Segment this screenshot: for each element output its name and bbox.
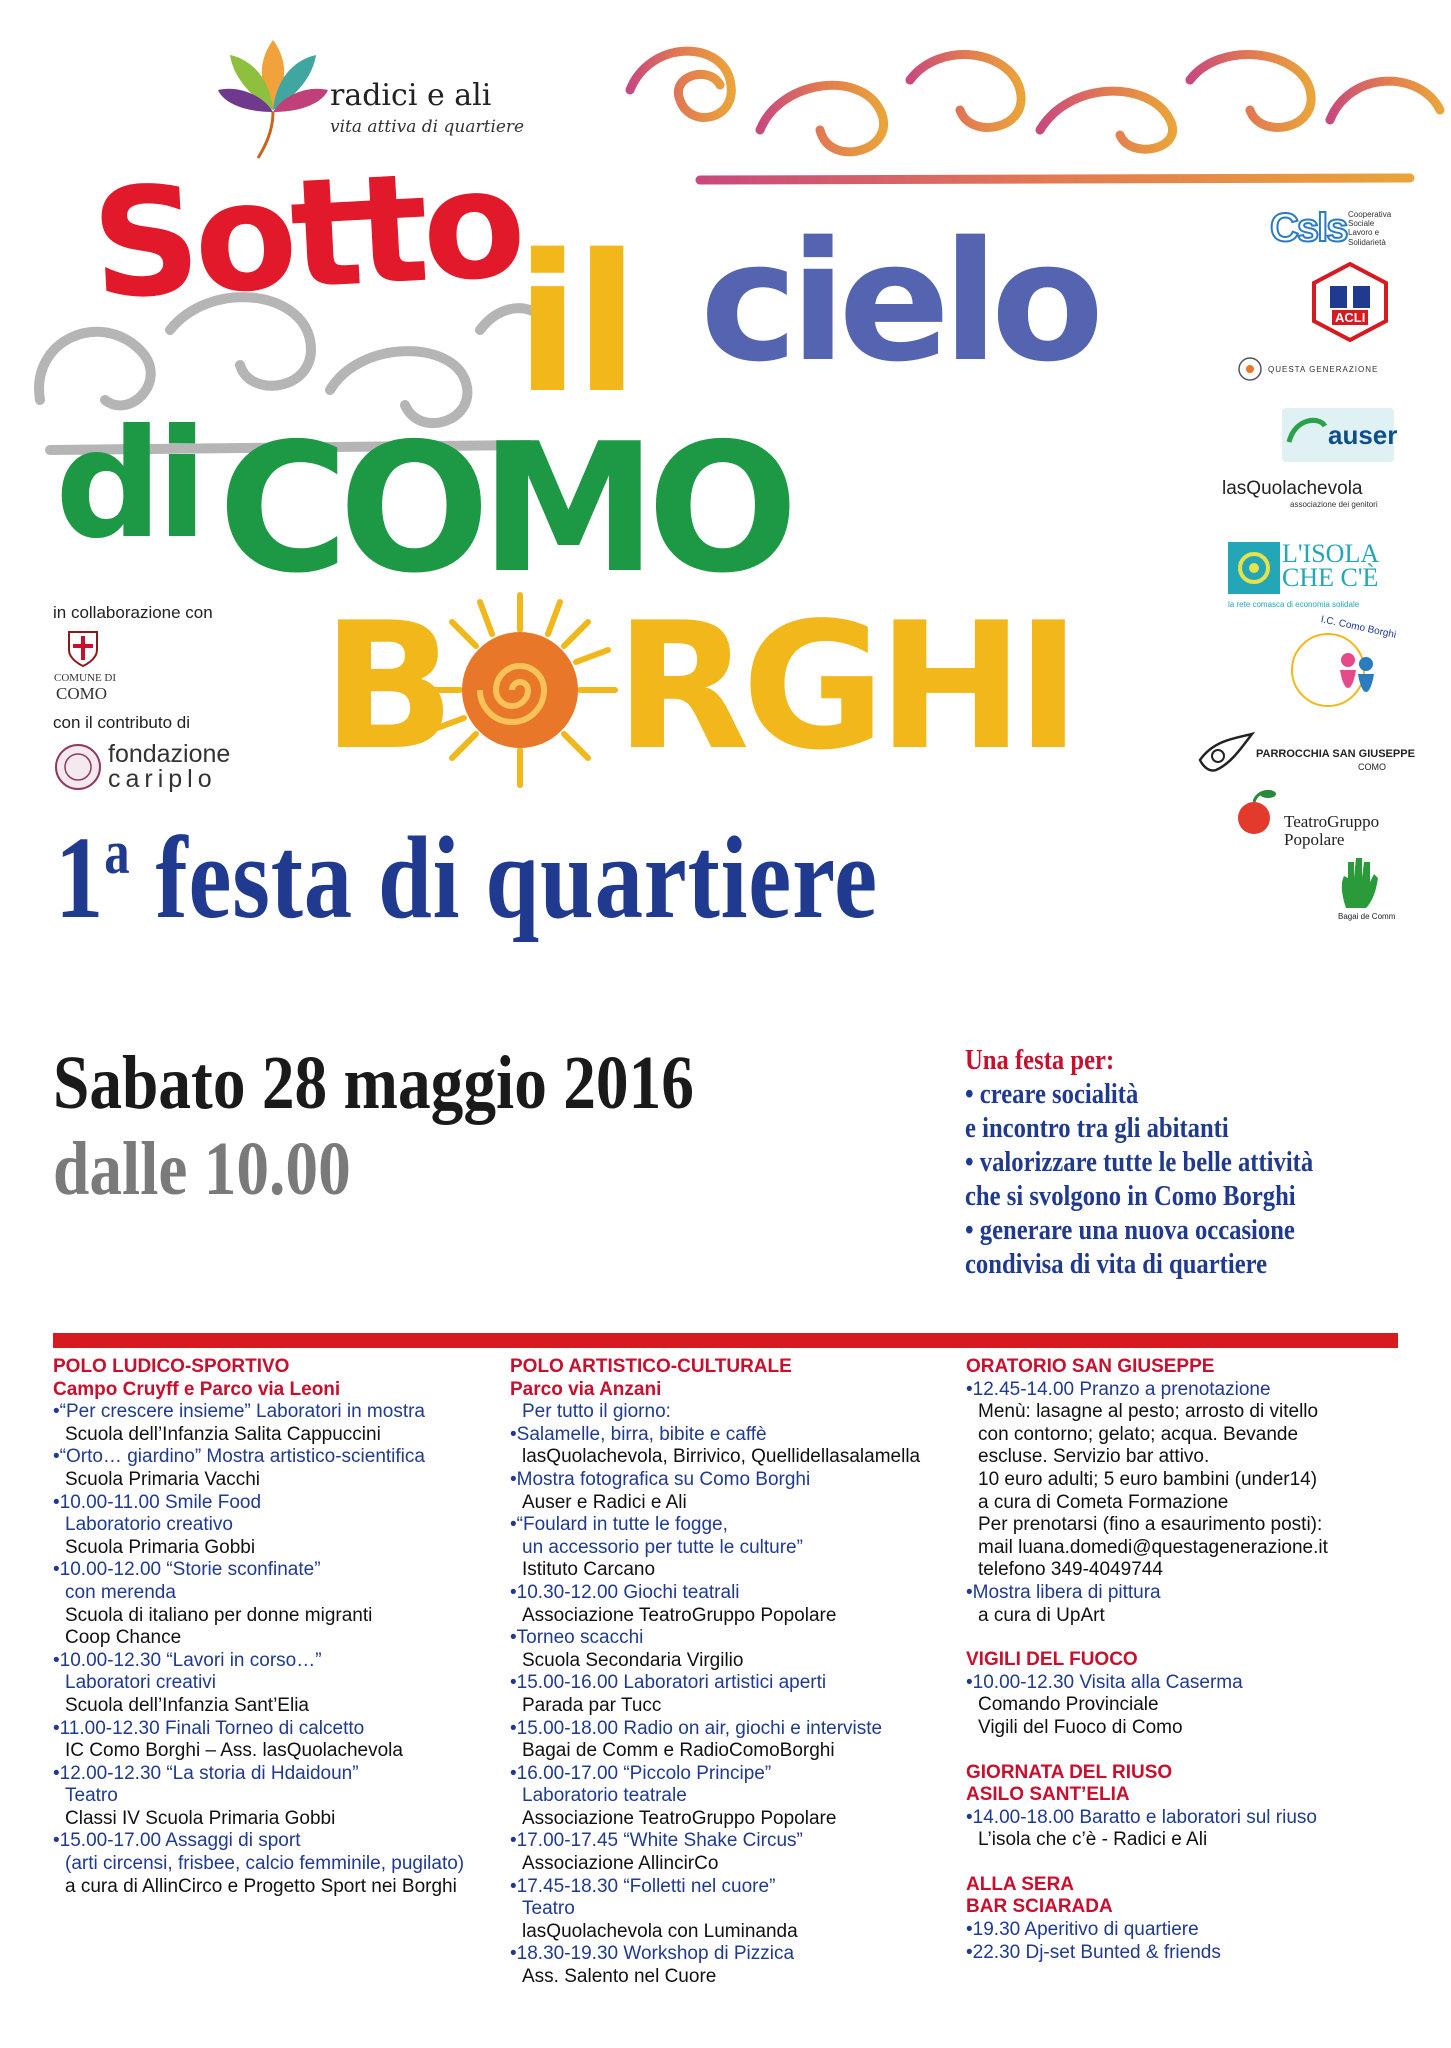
radici-e-ali-lotus-icon	[218, 30, 328, 160]
parrocchia-dove-icon	[1196, 730, 1256, 778]
section-heading: ASILO SANT’ELIA	[966, 1784, 1130, 1806]
festa-subtitle	[55, 810, 878, 946]
purpose-block	[965, 1044, 1313, 1282]
parrocchia-sublabel: COMO	[1358, 762, 1386, 772]
program-event: •15.00-16.00 Laboratori artistici aperti	[510, 1672, 827, 1694]
program-event: Teatro	[522, 1898, 575, 1920]
bagai-de-comm-label: Bagai de Comm	[1338, 912, 1396, 921]
program-event: •Mostra fotografica su Como Borghi	[510, 1468, 811, 1490]
program-detail: Comando Provinciale	[978, 1694, 1159, 1716]
program-event: •“Foulard in tutte le fogge,	[510, 1514, 728, 1536]
program-event: Laboratori creativi	[65, 1672, 217, 1694]
bagai-de-comm-hand-icon	[1336, 856, 1380, 912]
title-word-il: il	[515, 214, 634, 435]
program-event: •17.00-17.45 “White Shake Circus”	[510, 1830, 803, 1852]
purpose-line-2: e incontro tra gli abitanti	[965, 1113, 1229, 1144]
program-event: •16.00-17.00 “Piccolo Principe”	[510, 1762, 772, 1784]
program-column-oratorio	[966, 1356, 1328, 1964]
program-event: •Salamelle, birra, bibite e caffè	[510, 1423, 767, 1445]
purpose-line-4: che si svolgono in Como Borghi	[965, 1181, 1296, 1212]
title-letter-b: B	[322, 586, 450, 789]
program-event: •Mostra libera di pittura	[966, 1581, 1161, 1603]
program-detail: Bagai de Comm e RadioComoBorghi	[522, 1740, 835, 1762]
program-detail: Scuola Primaria Gobbi	[65, 1536, 256, 1558]
program-detail: L’isola che c’è - Radici e Ali	[978, 1829, 1208, 1851]
program-detail: Vigili del Fuoco di Como	[978, 1716, 1183, 1738]
program-event: •Torneo scacchi	[510, 1627, 644, 1649]
questa-generazione-label: QUESTA GENERAZIONE	[1268, 365, 1379, 374]
section-heading: POLO ARTISTICO-CULTURALE	[510, 1356, 792, 1377]
comune-line2: COMO	[56, 684, 108, 703]
program-event: •10.30-12.00 Giochi teatrali	[510, 1581, 740, 1603]
contrib-label: con il contributo di	[53, 713, 191, 732]
program-detail: Scuola dell’Infanzia Sant’Elia	[65, 1694, 309, 1716]
program-detail: a cura di UpArt	[978, 1604, 1105, 1626]
program-event: •14.00-18.00 Baratto e laboratori sul riuso	[966, 1806, 1317, 1828]
ic-como-borghi-label: I.C. Como Borghi	[1319, 614, 1398, 641]
program-detail: a cura di Cometa Formazione	[978, 1491, 1229, 1513]
program-event: •10.00-12.00 “Storie sconfinate”	[53, 1559, 321, 1581]
program-detail: Ass. Salento nel Cuore	[522, 1966, 717, 1988]
acli-hexagon-icon	[1310, 262, 1390, 342]
program-event: (arti circensi, frisbee, calcio femminile, pugilato)	[65, 1853, 465, 1875]
program-detail: con contorno; gelato; acqua. Bevande	[978, 1423, 1299, 1445]
program-detail: Auser e Radici e Ali	[522, 1491, 687, 1513]
program-detail: Scuola dell’Infanzia Salita Cappuccini	[65, 1423, 381, 1445]
program-event: Teatro	[65, 1785, 118, 1807]
program-event: •15.00-18.00 Radio on air, giochi e interviste	[510, 1717, 883, 1739]
section-heading: BAR SCIARADA	[966, 1896, 1113, 1918]
purpose-line-5: • generare una nuova occasione	[965, 1215, 1295, 1246]
program-column-artistico-culturale	[510, 1356, 920, 1989]
fondazione-line1: fondazione	[108, 740, 231, 768]
program-event: Per tutto il giorno:	[522, 1401, 671, 1423]
program-detail: Associazione TeatroGruppo Popolare	[522, 1604, 837, 1626]
program-detail: Scuola di italiano per donne migranti	[65, 1604, 373, 1626]
purpose-line-6: condivisa di vita di quartiere	[965, 1249, 1268, 1280]
acli-label: ACLI	[1332, 310, 1368, 325]
section-heading: POLO LUDICO-SPORTIVO	[53, 1356, 290, 1377]
collab-label: in collaborazione con	[53, 603, 213, 622]
program-detail: Coop Chance	[65, 1627, 182, 1649]
festa-number: 1	[55, 812, 105, 943]
program-detail: Per prenotarsi (fino a esaurimento posti):	[978, 1514, 1323, 1536]
title-word-di: di	[55, 398, 202, 572]
comune-line1: COMUNE DI	[54, 672, 117, 684]
program-event: Laboratorio creativo	[65, 1514, 233, 1536]
isola-che-ce-sun-icon	[1228, 542, 1280, 594]
section-heading: VIGILI DEL FUOCO	[966, 1649, 1138, 1671]
program-detail: 10 euro adulti; 5 euro bambini (under14)	[978, 1468, 1318, 1490]
section-divider-bar	[53, 1333, 1398, 1348]
decorative-swirl-band	[610, 20, 1451, 190]
program-event: •10.00-12.30 Visita alla Caserma	[966, 1671, 1243, 1693]
program-detail: Parada par Tucc	[522, 1694, 662, 1716]
program-detail: Scuola Secondaria Virgilio	[522, 1649, 744, 1671]
festa-text: festa di quartiere	[155, 812, 878, 943]
squolachevola-subtitle: associazione dei genitori	[1290, 500, 1378, 509]
program-detail: mail luana.domedi@questagenerazione.it	[978, 1536, 1328, 1558]
spacer	[966, 1740, 1328, 1762]
program-detail: telefono 349-4049744	[978, 1559, 1163, 1581]
squolachevola-logo: lasQuolachevola	[1222, 478, 1363, 499]
program-detail: lasQuolachevola, Birrivico, Quellidellasalamella	[522, 1446, 921, 1468]
program-event: •12.45-14.00 Pranzo a prenotazione	[966, 1378, 1271, 1400]
program-event: •12.00-12.30 “La storia di Hdaidoun”	[53, 1762, 359, 1784]
purpose-heading: Una festa per:	[965, 1045, 1115, 1076]
auser-logo: auser	[1328, 420, 1398, 450]
fondazione-cariplo-seal-icon	[53, 742, 103, 792]
section-heading: ALLA SERA	[966, 1873, 1075, 1895]
auser-swoosh-icon	[1285, 412, 1329, 452]
program-detail: escluse. Servizio bar attivo.	[978, 1446, 1210, 1468]
program-event: •“Orto… giardino” Mostra artistico-scientifica	[53, 1446, 425, 1468]
program-event: •18.30-19.30 Workshop di Pizzica	[510, 1943, 795, 1965]
purpose-line-3: • valorizzare tutte le belle attività	[965, 1147, 1314, 1178]
isola-che-ce-logo: L'ISOLA CHE C'È	[1282, 539, 1379, 592]
program-detail: Menù: lasagne al pesto; arrosto di vitello	[978, 1401, 1319, 1423]
teatro-gruppo-apple-icon	[1230, 786, 1280, 842]
section-heading: Campo Cruyff e Parco via Leoni	[53, 1378, 341, 1400]
questa-generazione-icon	[1235, 355, 1265, 383]
isola-che-ce-subtitle: la rete comasca di economia solidale	[1228, 600, 1360, 609]
brand-tagline: vita attiva di quartiere	[330, 117, 525, 137]
program-event: •10.00-11.00 Smile Food	[53, 1491, 262, 1513]
teatro-gruppo-line2: Popolare	[1284, 830, 1345, 849]
program-column-ludico-sportivo	[53, 1356, 464, 1898]
csls-subtitle: Cooperativa Sociale Lavoro e Solidarietà	[1348, 210, 1392, 247]
section-heading: ORATORIO SAN GIUSEPPE	[966, 1356, 1215, 1377]
program-event: •15.00-17.00 Assaggi di sport	[53, 1830, 301, 1852]
program-detail: Associazione TeatroGruppo Popolare	[522, 1807, 837, 1829]
sun-spiral-icon	[420, 590, 620, 790]
teatro-gruppo-line1: TeatroGruppo	[1284, 812, 1380, 831]
title-word-rghi: RGHI	[615, 586, 1073, 789]
program-event: Laboratorio teatrale	[522, 1785, 687, 1807]
event-time: dalle 10.00	[53, 1127, 351, 1211]
comune-como-crest-icon	[66, 628, 100, 668]
section-heading: GIORNATA DEL RIUSO	[966, 1761, 1173, 1783]
program-event: con merenda	[65, 1581, 176, 1603]
festa-ordinal: a	[104, 819, 131, 887]
spacer	[966, 1627, 1328, 1649]
program-detail: a cura di AllinCirco e Progetto Sport nei Borghi	[65, 1875, 457, 1897]
program-detail: Istituto Carcano	[522, 1559, 656, 1581]
parrocchia-label: PARROCCHIA SAN GIUSEPPE	[1256, 748, 1415, 760]
section-heading: Parco via Anzani	[510, 1378, 662, 1400]
program-event: •“Per crescere insieme” Laboratori in mostra	[53, 1401, 426, 1423]
csls-logo: Csls	[1270, 206, 1347, 250]
program-detail: Scuola Primaria Vacchi	[65, 1468, 261, 1490]
program-detail: Associazione AllincirCo	[522, 1853, 719, 1875]
title-word-como: COMO	[218, 405, 789, 612]
fondazione-line2: cariplo	[108, 765, 217, 793]
program-detail: Classi IV Scuola Primaria Gobbi	[65, 1807, 336, 1829]
purpose-line-1: • creare socialità	[965, 1079, 1139, 1110]
event-date: Sabato 28 maggio 2016	[53, 1041, 694, 1125]
program-event: un accessorio per tutte le culture”	[522, 1536, 803, 1558]
title-word-cielo: cielo	[700, 206, 1097, 398]
spacer	[966, 1852, 1328, 1874]
program-detail: IC Como Borghi – Ass. lasQuolachevola	[65, 1740, 403, 1762]
program-event: •10.00-12.30 “Lavori in corso…”	[53, 1649, 322, 1671]
title-word-sotto: Sotto	[87, 136, 524, 334]
program-event: •17.45-18.30 “Folletti nel cuore”	[510, 1875, 776, 1897]
program-detail: lasQuolachevola con Luminanda	[522, 1920, 798, 1942]
brand-name: radici e ali	[330, 78, 492, 113]
program-event: •22.30 Dj-set Bunted & friends	[966, 1941, 1221, 1963]
program-event: •11.00-12.30 Finali Torneo di calcetto	[53, 1717, 365, 1739]
program-event: •19.30 Aperitivo di quartiere	[966, 1919, 1199, 1941]
